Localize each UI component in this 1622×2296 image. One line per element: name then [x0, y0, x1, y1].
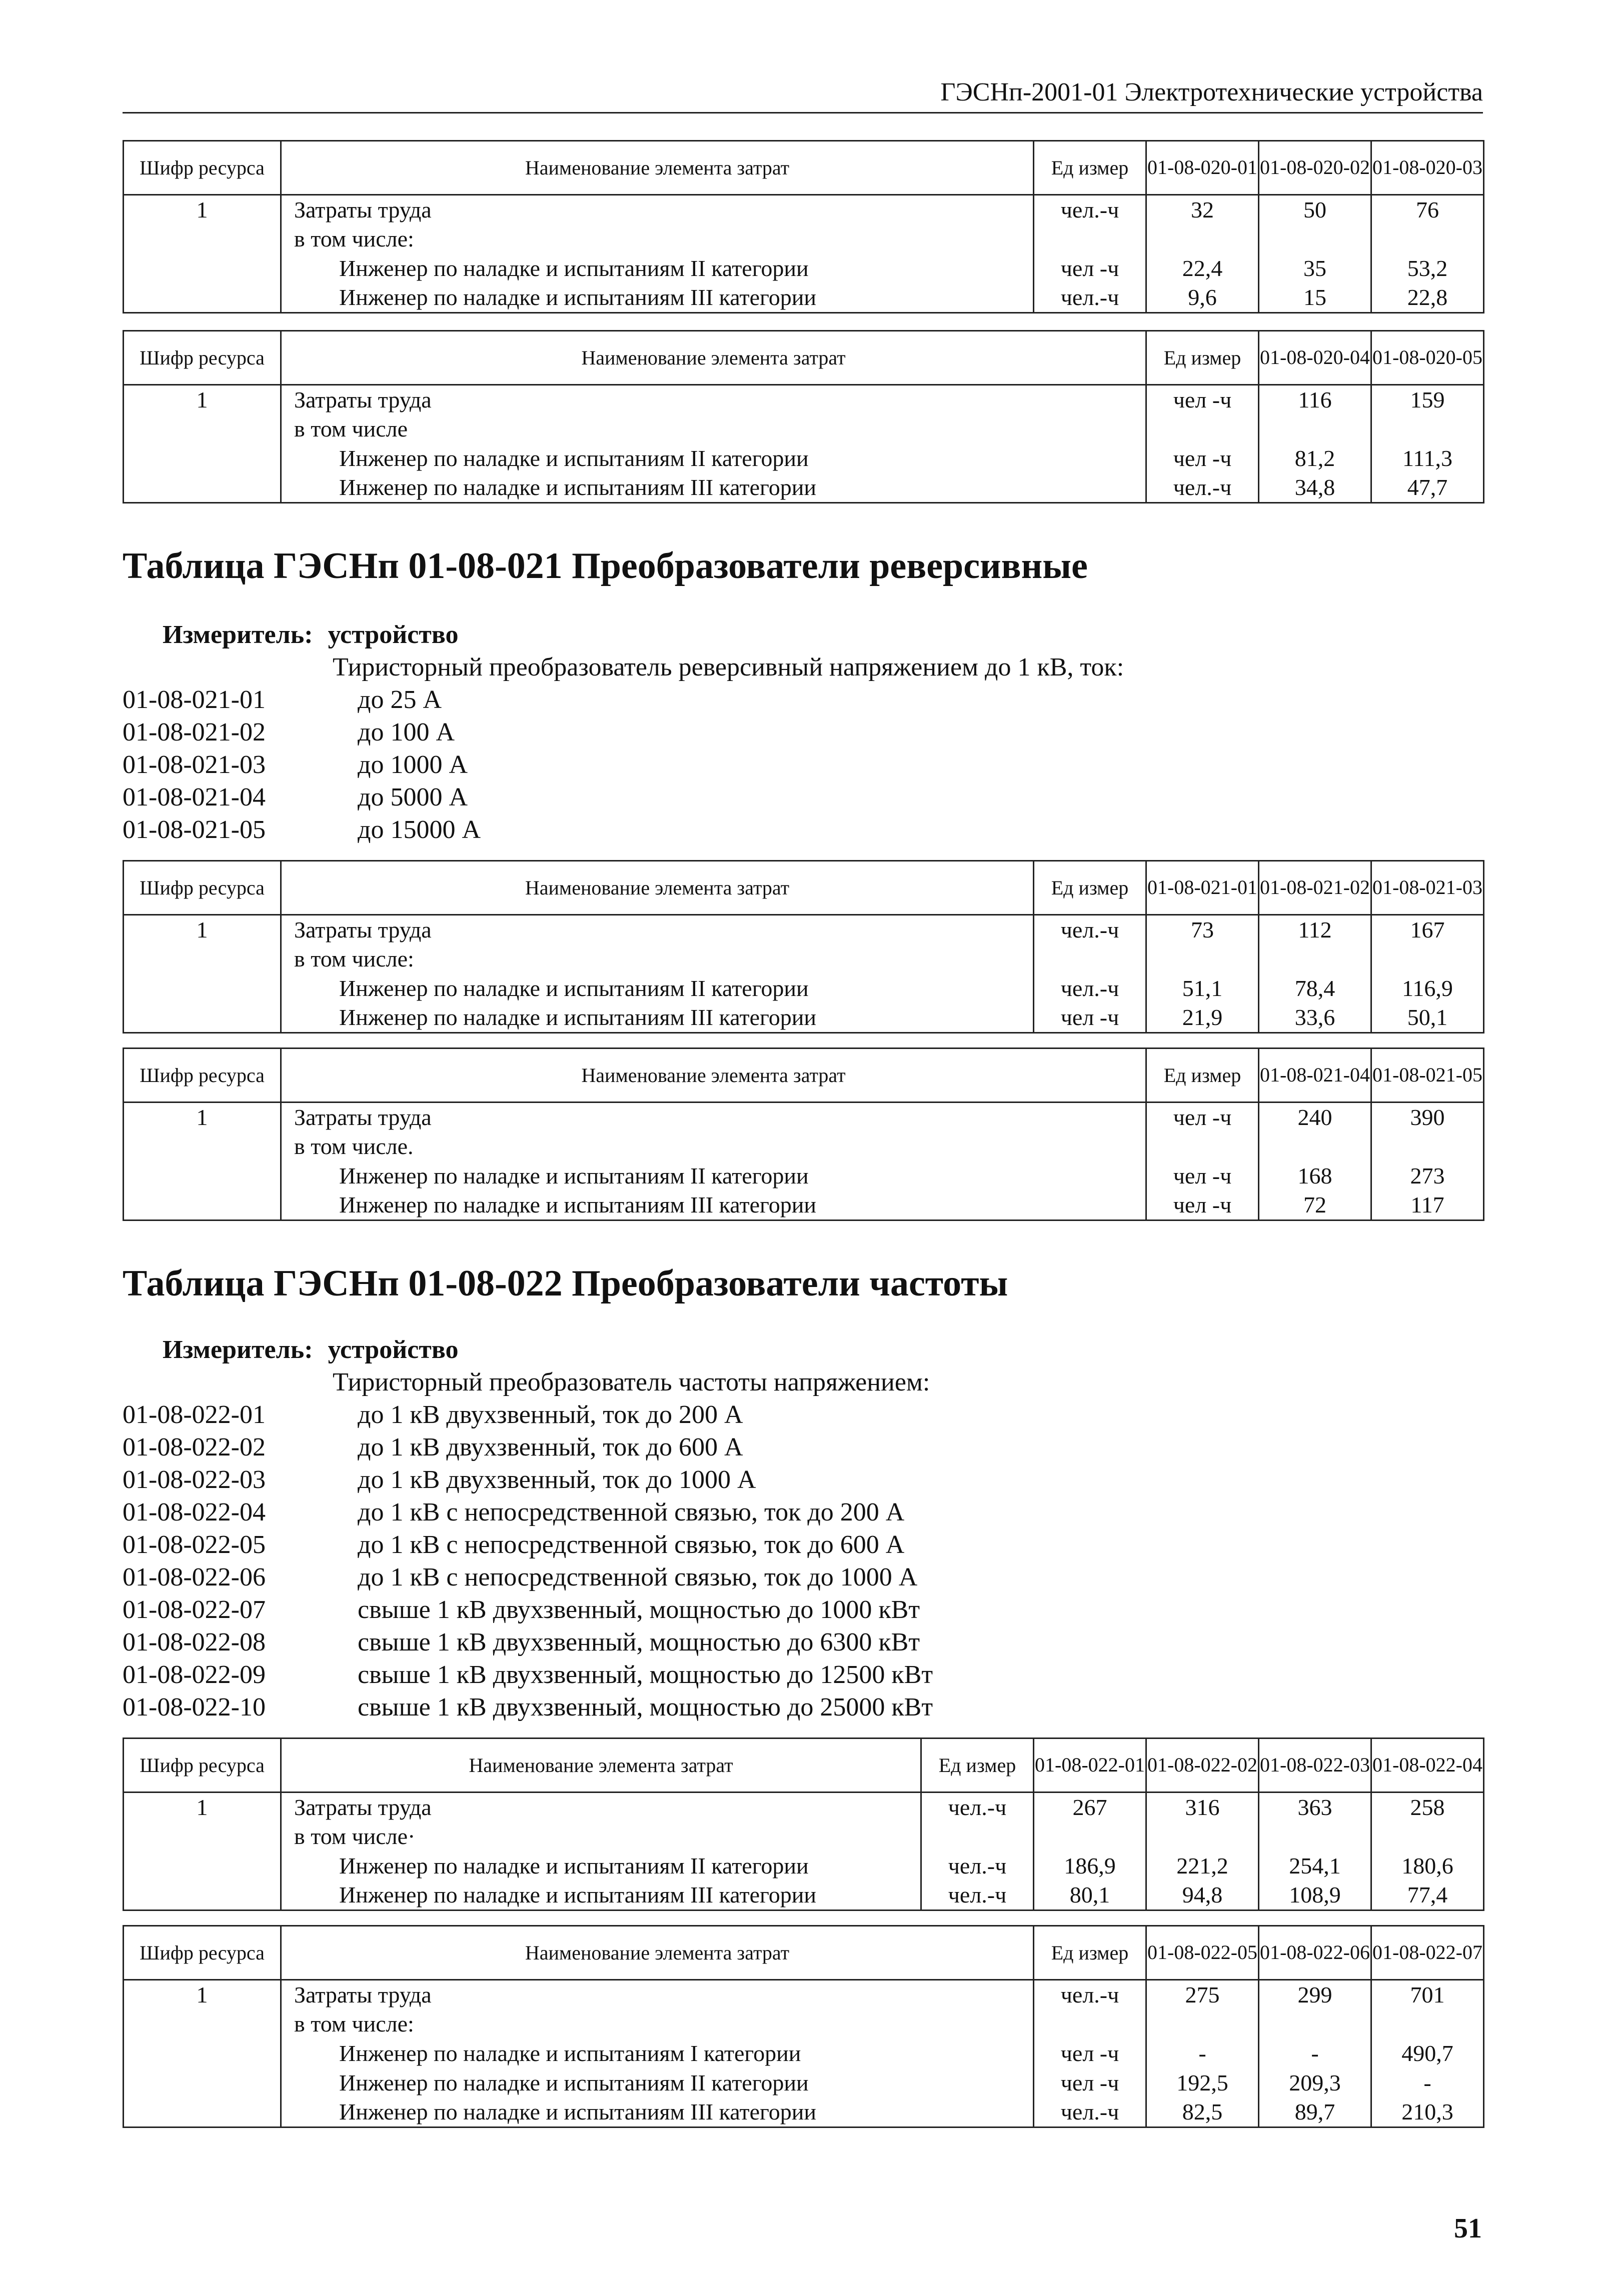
cell-code: 1: [124, 1792, 281, 1822]
table-row: [124, 254, 1484, 284]
header-code: Шифр ресурса: [124, 1738, 281, 1792]
cell-unit: чел.-ч: [921, 1792, 1034, 1822]
meter-label: Измеритель:: [163, 620, 313, 649]
cell-value: [1371, 224, 1484, 254]
cell-code: [124, 944, 281, 974]
cell-unit: [921, 1822, 1034, 1852]
cell-code: [124, 1004, 281, 1033]
column-header: 01-08-020-02: [1259, 141, 1371, 195]
cell-value: 112: [1259, 915, 1371, 944]
cell-value: 316: [1146, 1792, 1259, 1822]
table-row: [124, 1852, 1484, 1881]
cell-name: Инженер по наладке и испытаниям III категории: [281, 474, 1146, 503]
cell-name: Инженер по наладке и испытаниям II категории: [281, 444, 1146, 474]
cell-value: 701: [1371, 1980, 1484, 2010]
item-text: до 1 кВ двухзвенный, ток до 200 А: [358, 1400, 743, 1429]
table-row: [124, 1102, 1484, 1132]
header-name: Наименование элемента затрат: [281, 1738, 921, 1792]
cell-unit: чел.-ч: [1034, 1980, 1146, 2010]
header-code: Шифр ресурса: [124, 1926, 281, 1980]
table-row: [124, 414, 1484, 444]
table-row: [124, 1004, 1484, 1033]
cell-unit: [1146, 1132, 1259, 1162]
column-header: 01-08-022-06: [1259, 1926, 1371, 1980]
cell-value: 15: [1259, 284, 1371, 313]
table-row: [124, 1980, 1484, 2010]
table-row: [124, 915, 1484, 944]
column-header: 01-08-022-07: [1371, 1926, 1484, 1980]
cell-value: 21,9: [1146, 1004, 1259, 1033]
cell-value: 273: [1371, 1162, 1484, 1191]
table-title-021: Таблица ГЭСНп 01-08-021 Преобразователи реверсивные: [123, 546, 1088, 586]
cell-value: 210,3: [1371, 2098, 1484, 2128]
cost-table-020-a: [123, 140, 1484, 314]
item-text: свыше 1 кВ двухзвенный, мощностью до 12500 кВт: [358, 1660, 933, 1689]
item-text: до 1 кВ двухзвенный, ток до 600 А: [358, 1433, 743, 1462]
cell-value: 82,5: [1146, 2098, 1259, 2128]
item-text: до 15000 А: [358, 816, 481, 844]
cell-value: 9,6: [1146, 284, 1259, 313]
cell-unit: чел.-ч: [1034, 915, 1146, 944]
item-code: 01-08-021-03: [123, 750, 266, 779]
cell-value: 53,2: [1371, 254, 1484, 284]
item-code: 01-08-022-05: [123, 1530, 266, 1559]
cell-code: 1: [124, 385, 281, 414]
header-unit: Ед измер: [921, 1738, 1034, 1792]
cell-value: [1371, 2010, 1484, 2039]
cell-code: [124, 224, 281, 254]
table-row: [124, 1822, 1484, 1852]
header-unit: Ед измер: [1034, 141, 1146, 195]
item-code: 01-08-021-05: [123, 816, 266, 844]
description-022: Тиристорный преобразователь частоты напряжением:: [333, 1368, 930, 1396]
header-name: Наименование элемента затрат: [281, 1048, 1146, 1102]
header-name: Наименование элемента затрат: [281, 141, 1034, 195]
cell-name: Инженер по наладке и испытаниям II категории: [281, 254, 1034, 284]
cell-value: 72: [1259, 1191, 1371, 1220]
cell-unit: [1146, 414, 1259, 444]
cell-name: Инженер по наладке и испытаниям III категории: [281, 1881, 921, 1910]
cell-value: [1259, 1822, 1371, 1852]
cell-value: 81,2: [1259, 444, 1371, 474]
cell-value: 32: [1146, 195, 1259, 224]
table-row: [124, 2068, 1484, 2098]
meter-021: [163, 620, 459, 650]
cell-value: 299: [1259, 1980, 1371, 2010]
cell-value: 275: [1146, 1980, 1259, 2010]
cell-name: Затраты труда: [281, 1980, 1034, 2010]
header-code: Шифр ресурса: [124, 861, 281, 915]
item-text: до 100 А: [358, 718, 455, 746]
cell-value: 51,1: [1146, 974, 1259, 1004]
cell-unit: чел -ч: [1034, 1004, 1146, 1033]
item-text: до 1 кВ двухзвенный, ток до 1000 А: [358, 1466, 756, 1494]
cell-name: Затраты труда: [281, 1792, 921, 1822]
cell-value: 35: [1259, 254, 1371, 284]
cell-value: 390: [1371, 1102, 1484, 1132]
cell-unit: чел.-ч: [921, 1881, 1034, 1910]
cell-value: -: [1259, 2039, 1371, 2068]
item-code: 01-08-022-07: [123, 1596, 266, 1624]
cell-value: [1146, 224, 1259, 254]
cell-unit: чел.-ч: [921, 1852, 1034, 1881]
cell-value: 209,3: [1259, 2068, 1371, 2098]
cell-code: [124, 1822, 281, 1852]
cell-value: 254,1: [1259, 1852, 1371, 1881]
item-text: до 5000 А: [358, 783, 468, 812]
header-name: Наименование элемента затрат: [281, 1926, 1034, 1980]
table-row: [124, 1881, 1484, 1910]
cell-unit: чел -ч: [1034, 2068, 1146, 2098]
item-text: свыше 1 кВ двухзвенный, мощностью до 6300 кВт: [358, 1628, 920, 1656]
column-header: 01-08-020-01: [1146, 141, 1259, 195]
cell-value: [1034, 1822, 1146, 1852]
item-code: 01-08-021-02: [123, 718, 266, 746]
cell-value: 180,6: [1371, 1852, 1484, 1881]
cell-value: [1371, 1132, 1484, 1162]
page-number: 51: [1454, 2213, 1482, 2244]
cell-code: [124, 2068, 281, 2098]
meter-value: устройство: [328, 620, 459, 649]
table-row: [124, 2010, 1484, 2039]
cell-unit: чел -ч: [1146, 1162, 1259, 1191]
column-header: 01-08-021-05: [1371, 1048, 1484, 1102]
cell-code: [124, 1881, 281, 1910]
column-header: 01-08-021-01: [1146, 861, 1259, 915]
header-unit: Ед измер: [1034, 1926, 1146, 1980]
cell-unit: чел -ч: [1146, 1102, 1259, 1132]
cell-name: Инженер по наладке и испытаниям I категории: [281, 2039, 1034, 2068]
header-title: ГЭСНп-2001-01 Электротехнические устройства: [940, 78, 1483, 106]
cell-code: [124, 474, 281, 503]
cell-name: Затраты труда: [281, 1102, 1146, 1132]
column-header: 01-08-020-04: [1259, 331, 1371, 385]
cost-table-020-b: [123, 330, 1484, 504]
item-code: 01-08-022-02: [123, 1433, 266, 1462]
cell-value: 89,7: [1259, 2098, 1371, 2128]
table-row: [124, 1162, 1484, 1191]
running-header: [123, 75, 1483, 114]
meter-value: устройство: [328, 1336, 459, 1364]
cell-value: [1371, 1822, 1484, 1852]
cell-code: [124, 1852, 281, 1881]
cell-value: 116: [1259, 385, 1371, 414]
cell-value: -: [1146, 2039, 1259, 2068]
cell-value: 240: [1259, 1102, 1371, 1132]
column-header: 01-08-021-02: [1259, 861, 1371, 915]
cell-code: [124, 1191, 281, 1220]
cell-unit: [1034, 944, 1146, 974]
cell-value: 116,9: [1371, 974, 1484, 1004]
cell-value: 159: [1371, 385, 1484, 414]
cell-unit: чел -ч: [1146, 1191, 1259, 1220]
table-row: [124, 944, 1484, 974]
cell-value: -: [1371, 2068, 1484, 2098]
cell-unit: чел -ч: [1034, 2039, 1146, 2068]
table-row: [124, 974, 1484, 1004]
column-header: 01-08-022-05: [1146, 1926, 1259, 1980]
cell-name: Затраты труда: [281, 385, 1146, 414]
cell-name: Инженер по наладке и испытаниям II категории: [281, 1852, 921, 1881]
item-code: 01-08-022-10: [123, 1693, 266, 1722]
cell-value: [1371, 944, 1484, 974]
column-header: 01-08-022-01: [1034, 1738, 1146, 1792]
header-code: Шифр ресурса: [124, 141, 281, 195]
cell-unit: чел.-ч: [1034, 195, 1146, 224]
cell-name: в том числе.: [281, 1132, 1146, 1162]
cell-value: [1259, 414, 1371, 444]
cell-name: Инженер по наладке и испытаниям III категории: [281, 284, 1034, 313]
header-unit: Ед измер: [1034, 861, 1146, 915]
item-text: до 1 кВ с непосредственной связью, ток до 200 А: [358, 1498, 905, 1526]
cell-code: 1: [124, 195, 281, 224]
item-text: свыше 1 кВ двухзвенный, мощностью до 1000 кВт: [358, 1596, 920, 1624]
item-code: 01-08-022-03: [123, 1466, 266, 1494]
table-row: [124, 2098, 1484, 2128]
cell-value: 33,6: [1259, 1004, 1371, 1033]
cell-value: [1259, 944, 1371, 974]
item-text: свыше 1 кВ двухзвенный, мощностью до 25000 кВт: [358, 1693, 933, 1722]
item-code: 01-08-022-09: [123, 1660, 266, 1689]
item-code: 01-08-022-06: [123, 1563, 266, 1592]
cell-value: 78,4: [1259, 974, 1371, 1004]
header-unit: Ед измер: [1146, 331, 1259, 385]
cell-code: [124, 2098, 281, 2128]
cell-value: 167: [1371, 915, 1484, 944]
table-row: [124, 284, 1484, 313]
cell-value: 186,9: [1034, 1852, 1146, 1881]
cell-name: Инженер по наладке и испытаниям II категории: [281, 974, 1034, 1004]
cell-value: 80,1: [1034, 1881, 1146, 1910]
cell-code: [124, 2039, 281, 2068]
cell-name: Затраты труда: [281, 915, 1034, 944]
cell-name: Инженер по наладке и испытаниям III категории: [281, 1004, 1034, 1033]
cell-value: [1371, 414, 1484, 444]
cell-code: [124, 284, 281, 313]
cell-unit: чел -ч: [1146, 444, 1259, 474]
cost-table-021-a: [123, 860, 1484, 1034]
cell-unit: чел.-ч: [1146, 474, 1259, 503]
cell-value: 117: [1371, 1191, 1484, 1220]
cell-value: [1146, 944, 1259, 974]
cell-name: Инженер по наладке и испытаниям II категории: [281, 1162, 1146, 1191]
cell-name: в том числе:: [281, 224, 1034, 254]
column-header: 01-08-022-04: [1371, 1738, 1484, 1792]
cell-name: Инженер по наладке и испытаниям III категории: [281, 1191, 1146, 1220]
cost-table-022-b: [123, 1925, 1484, 2128]
table-row: [124, 1792, 1484, 1822]
item-text: до 25 А: [358, 686, 442, 714]
item-text: до 1000 А: [358, 750, 468, 779]
cell-value: 363: [1259, 1792, 1371, 1822]
table-row: [124, 1191, 1484, 1220]
cell-value: 168: [1259, 1162, 1371, 1191]
cell-code: [124, 1162, 281, 1191]
cell-name: Затраты труда: [281, 195, 1034, 224]
header-name: Наименование элемента затрат: [281, 861, 1034, 915]
cell-value: 73: [1146, 915, 1259, 944]
table-row: [124, 444, 1484, 474]
cell-code: [124, 444, 281, 474]
cell-value: [1259, 1132, 1371, 1162]
cell-value: 22,8: [1371, 284, 1484, 313]
cell-code: [124, 414, 281, 444]
cell-value: 22,4: [1146, 254, 1259, 284]
cell-unit: [1034, 224, 1146, 254]
item-code: 01-08-022-04: [123, 1498, 266, 1526]
item-text: до 1 кВ с непосредственной связью, ток до 1000 А: [358, 1563, 918, 1592]
cell-name: в том числе:: [281, 944, 1034, 974]
cell-value: 50: [1259, 195, 1371, 224]
column-header: 01-08-021-03: [1371, 861, 1484, 915]
header-unit: Ед измер: [1146, 1048, 1259, 1102]
table-row: [124, 195, 1484, 224]
item-code: 01-08-022-08: [123, 1628, 266, 1656]
table-row: [124, 474, 1484, 503]
column-header: 01-08-022-02: [1146, 1738, 1259, 1792]
cell-value: 490,7: [1371, 2039, 1484, 2068]
column-header: 01-08-021-04: [1259, 1048, 1371, 1102]
table-row: [124, 385, 1484, 414]
cell-name: Инженер по наладке и испытаниям II категории: [281, 2068, 1034, 2098]
cell-code: 1: [124, 1102, 281, 1132]
table-row: [124, 1132, 1484, 1162]
cell-code: [124, 1132, 281, 1162]
cell-unit: чел.-ч: [1034, 974, 1146, 1004]
cell-value: 221,2: [1146, 1852, 1259, 1881]
header-name: Наименование элемента затрат: [281, 331, 1146, 385]
cell-value: 258: [1371, 1792, 1484, 1822]
column-header: 01-08-022-03: [1259, 1738, 1371, 1792]
cell-name: в том числе:: [281, 2010, 1034, 2039]
header-code: Шифр ресурса: [124, 331, 281, 385]
cell-code: 1: [124, 915, 281, 944]
item-text: до 1 кВ с непосредственной связью, ток до 600 А: [358, 1530, 905, 1559]
table-row: [124, 224, 1484, 254]
cell-value: [1259, 224, 1371, 254]
cell-value: 47,7: [1371, 474, 1484, 503]
cell-value: 77,4: [1371, 1881, 1484, 1910]
cell-value: 108,9: [1259, 1881, 1371, 1910]
cell-name: Инженер по наладке и испытаниям III категории: [281, 2098, 1034, 2128]
cell-value: 94,8: [1146, 1881, 1259, 1910]
cell-value: [1146, 1822, 1259, 1852]
cell-value: 76: [1371, 195, 1484, 224]
column-header: 01-08-020-03: [1371, 141, 1484, 195]
cell-value: 34,8: [1259, 474, 1371, 503]
cell-value: 192,5: [1146, 2068, 1259, 2098]
table-row: [124, 2039, 1484, 2068]
cell-value: [1146, 2010, 1259, 2039]
cell-unit: [1034, 2010, 1146, 2039]
cell-code: [124, 254, 281, 284]
cost-table-021-b: [123, 1048, 1484, 1221]
item-code: 01-08-022-01: [123, 1400, 266, 1429]
cell-value: 111,3: [1371, 444, 1484, 474]
cell-code: [124, 974, 281, 1004]
cell-code: [124, 2010, 281, 2039]
column-header: 01-08-020-05: [1371, 331, 1484, 385]
cost-table-022-a: [123, 1738, 1484, 1911]
table-title-022: Таблица ГЭСНп 01-08-022 Преобразователи частоты: [123, 1263, 1008, 1304]
cell-unit: чел.-ч: [1034, 284, 1146, 313]
item-code: 01-08-021-04: [123, 783, 266, 812]
cell-unit: чел.-ч: [1034, 2098, 1146, 2128]
meter-label: Измеритель:: [163, 1336, 313, 1364]
cell-value: [1259, 2010, 1371, 2039]
cell-unit: чел -ч: [1034, 254, 1146, 284]
meter-022: [163, 1335, 459, 1364]
cell-value: 50,1: [1371, 1004, 1484, 1033]
header-code: Шифр ресурса: [124, 1048, 281, 1102]
item-code: 01-08-021-01: [123, 686, 266, 714]
cell-name: в том числе·: [281, 1822, 921, 1852]
description-021: Тиристорный преобразователь реверсивный напряжением до 1 кВ, ток:: [333, 653, 1124, 682]
cell-unit: чел -ч: [1146, 385, 1259, 414]
cell-name: в том числе: [281, 414, 1146, 444]
cell-value: 267: [1034, 1792, 1146, 1822]
cell-code: 1: [124, 1980, 281, 2010]
